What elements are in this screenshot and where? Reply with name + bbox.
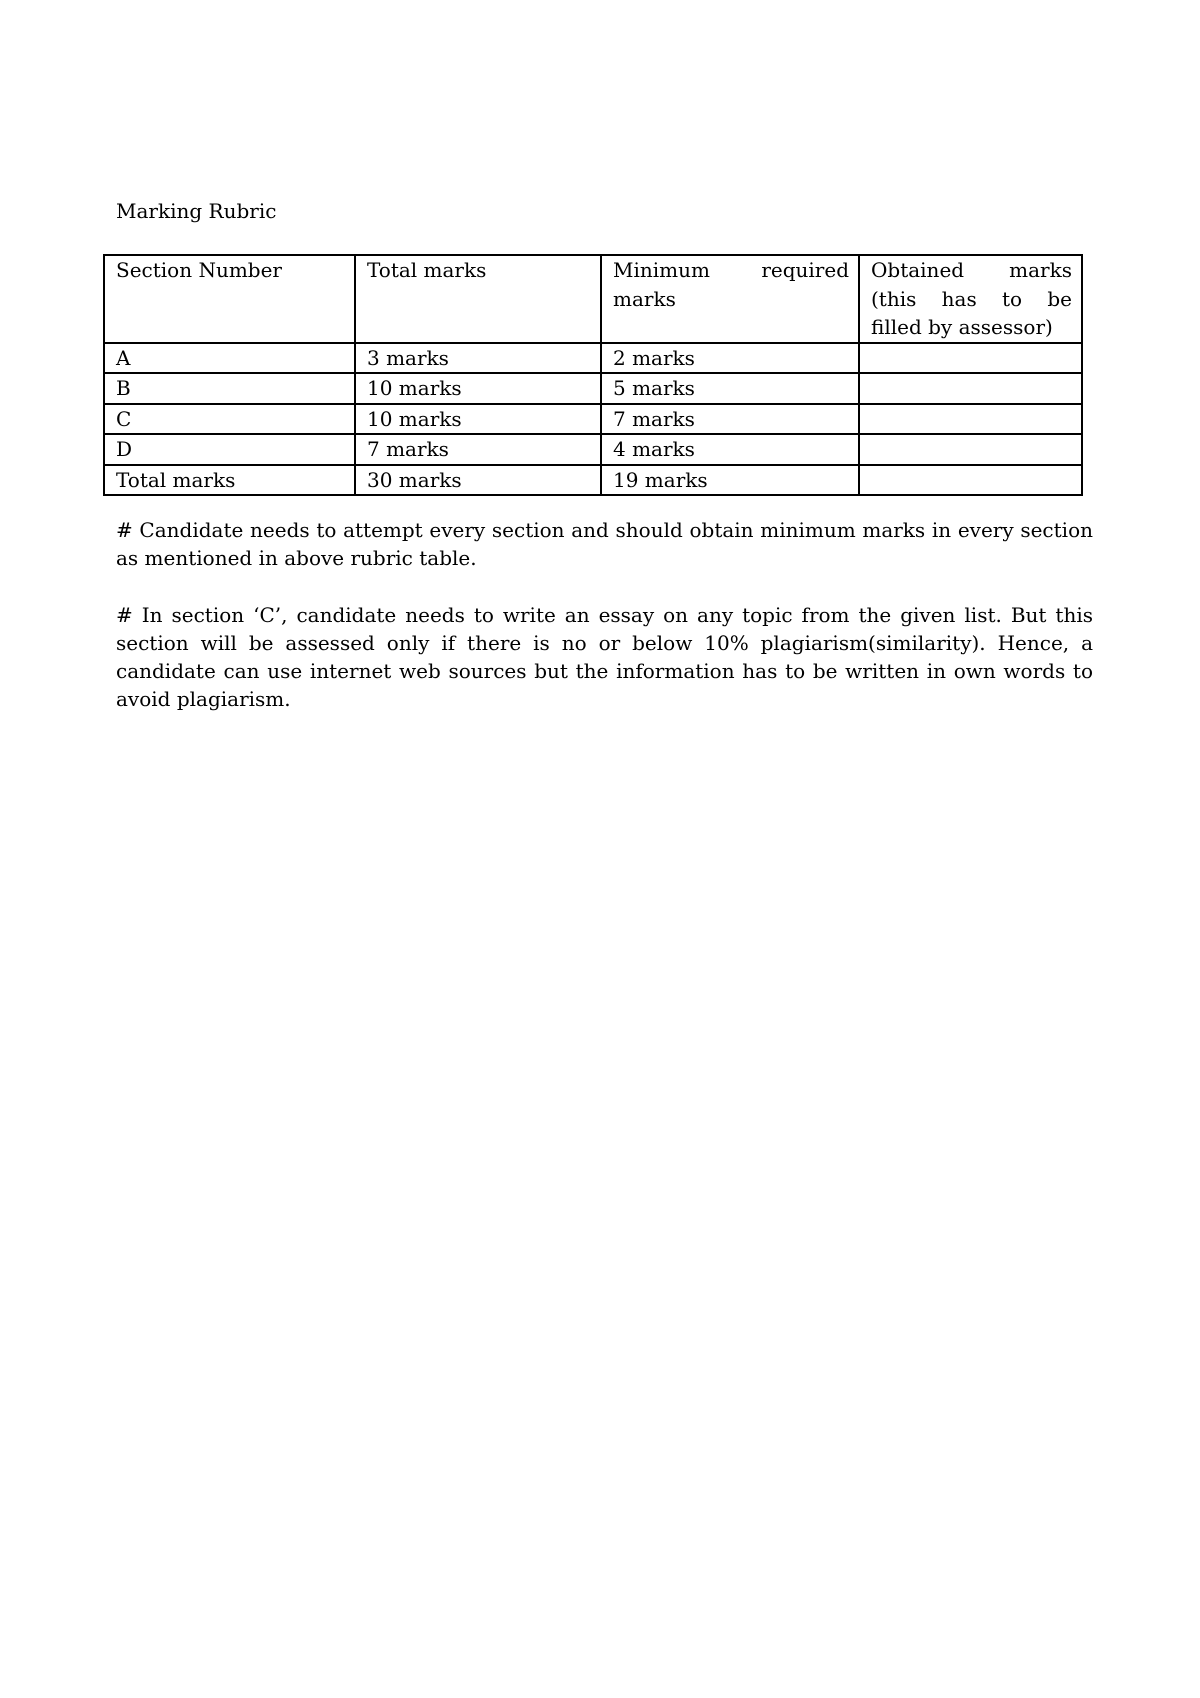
cell-section: A <box>104 343 355 374</box>
cell-minimum-marks: 5 marks <box>601 373 859 404</box>
cell-obtained-marks <box>859 434 1082 465</box>
cell-obtained-marks <box>859 465 1082 496</box>
note-attempt-every-section: # Candidate needs to attempt every section and should obtain minimum marks in every section as mentioned in above rubric table. <box>116 518 1093 570</box>
cell-obtained-marks <box>859 343 1082 374</box>
table-row <box>104 343 1082 374</box>
marking-rubric-table <box>103 254 1083 496</box>
table-header-row <box>104 255 1082 343</box>
cell-obtained-marks <box>859 373 1082 404</box>
cell-section: Total marks <box>104 465 355 496</box>
cell-total-marks: 3 marks <box>355 343 601 374</box>
table-row <box>104 373 1082 404</box>
cell-obtained-marks <box>859 404 1082 435</box>
cell-total-marks: 10 marks <box>355 373 601 404</box>
cell-minimum-marks: 19 marks <box>601 465 859 496</box>
document-title: Marking Rubric <box>116 199 277 223</box>
header-obtained-marks: Obtained marks (this has to be filled by assessor) <box>859 255 1082 343</box>
table-row <box>104 434 1082 465</box>
cell-section: B <box>104 373 355 404</box>
table-total-row <box>104 465 1082 496</box>
header-section-number: Section Number <box>104 255 355 343</box>
cell-total-marks: 7 marks <box>355 434 601 465</box>
cell-total-marks: 30 marks <box>355 465 601 496</box>
table-row <box>104 404 1082 435</box>
header-minimum-required-marks: Minimum required marks <box>601 255 859 343</box>
cell-section: C <box>104 404 355 435</box>
header-total-marks: Total marks <box>355 255 601 343</box>
note-section-c-plagiarism: # In section ‘C’, candidate needs to write an essay on any topic from the given list. But this section will be assessed only if there is no or below 10% plagiarism(similarity). Hence, a candidate can use internet web sources but the information has to be written in own words to avoid plagiarism. <box>116 603 1093 711</box>
cell-section: D <box>104 434 355 465</box>
cell-minimum-marks: 2 marks <box>601 343 859 374</box>
cell-total-marks: 10 marks <box>355 404 601 435</box>
cell-minimum-marks: 4 marks <box>601 434 859 465</box>
cell-minimum-marks: 7 marks <box>601 404 859 435</box>
